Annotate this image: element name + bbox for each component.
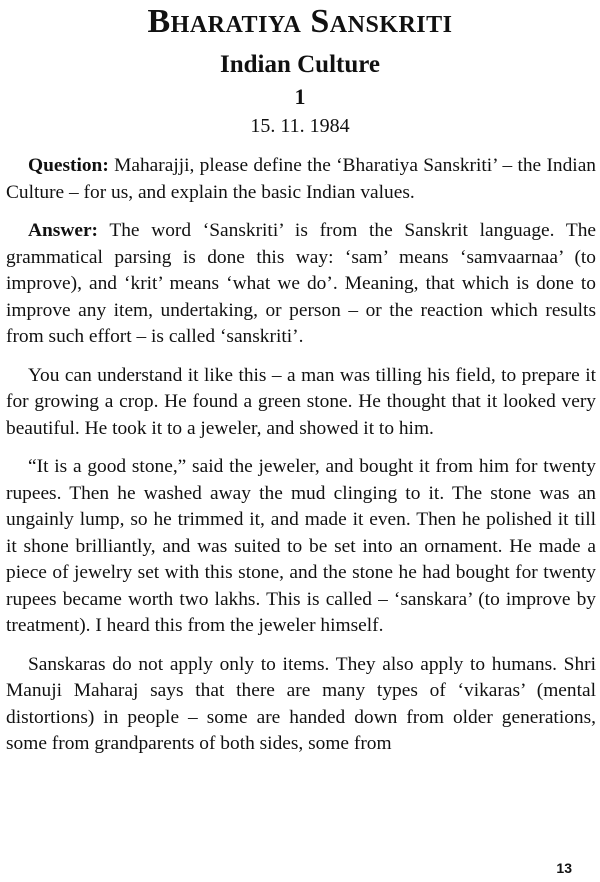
chapter-date: 15. 11. 1984 [250,115,350,137]
paragraph-question [6,153,596,206]
answer-text: The word ‘Sanskriti’ is from the Sanskrit language. The grammatical parsing is done this way: ‘sam’ means ‘samvaarnaa’ (to improve), and ‘krit’ means ‘what we do’. Meaning, that which is done to improve any item, undertaking, or person – or the reaction which results from such effort – is called ‘sanskriti’. [6,220,596,347]
answer-label: Answer: [28,220,99,241]
chapter-number: 1 [294,84,306,109]
question-text: Maharajji, please define the ‘Bharatiya Sanskriti’ – the Indian Culture – for us, and explain the basic Indian values. [6,155,596,203]
paragraph-text: Sanskaras do not apply only to items. They also apply to humans. Shri Manuji Maharaj says that there are many types of ‘vikaras’ (mental distortions) in people – some are handed down from older generations, some from grandparents of both sides, some from [6,653,596,754]
page-number: 13 [556,860,572,876]
paragraph-answer [6,218,596,351]
book-title: Bharatiya Sanskriti [147,3,453,40]
paragraph-text: “It is a good stone,” said the jeweler, and bought it from him for twenty rupees. Then he washed away the mud clinging to it. The stone was an ungainly lump, so he trimmed it, and made it even. Then he polished it till it shone brilliantly, and was suited to be set into an ornament. He made a piece of jewelry set with this stone, and the stone he had bought for twenty rupees became worth two lakhs. This is called – ‘sanskara’ (to improve by treatment). I heard this from the jeweler himself. [6,456,596,636]
paragraph-stone-story [6,363,596,443]
paragraph-text: You can understand it like this – a man was tilling his field, to prepare it for growing a crop. He found a green stone. He thought that it looked very beautiful. He took it to a jeweler, and showed it to him. [6,364,596,439]
body-text [6,153,596,770]
paragraph-sanskaras [6,652,596,758]
question-label: Question: [28,155,109,176]
paragraph-jeweler [6,454,596,640]
chapter-title: Indian Culture [219,51,380,78]
